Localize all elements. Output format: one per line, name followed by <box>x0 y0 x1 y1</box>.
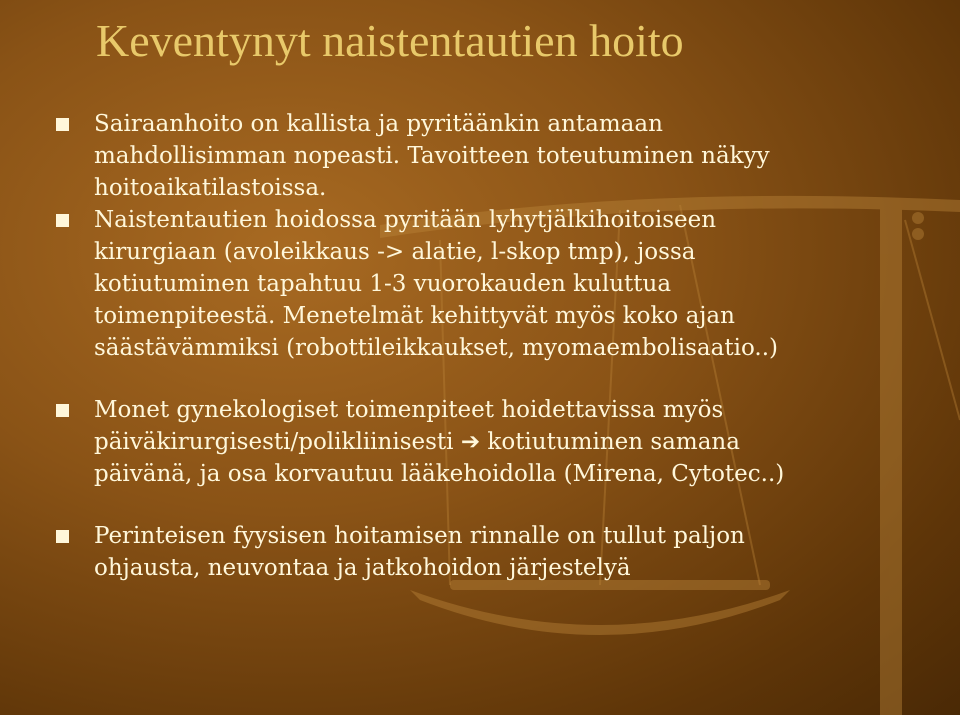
bullet-text-line: hoitoaikatilastoissa. <box>94 175 327 201</box>
bullet-text-line: ohjausta, neuvontaa ja jatkohoidon järjestelyä <box>94 555 631 581</box>
bullet-text-line: säästävämmiksi (robottileikkaukset, myomaembolisaatio..) <box>94 335 778 361</box>
bullet-text-line: päiväkirurgisesti/polikliinisesti ➔ kotiutuminen samana <box>94 429 740 455</box>
bullet-item <box>56 394 856 490</box>
bullet-text-line: mahdollisimman nopeasti. Tavoitteen toteutuminen näkyy <box>94 143 770 169</box>
bullet-text-line: Naistentautien hoidossa pyritään lyhytjälkihoitoiseen <box>94 207 717 233</box>
bullet-text-line: Monet gynekologiset toimenpiteet hoidettavissa myös <box>94 397 724 423</box>
square-bullet-icon <box>56 404 69 417</box>
bullet-item <box>56 108 856 204</box>
bullet-text-line: kirurgiaan (avoleikkaus -> alatie, l-skop tmp), jossa <box>94 239 696 265</box>
bullet-item <box>56 204 856 364</box>
bullet-text-line: kotiutuminen tapahtuu 1-3 vuorokauden kuluttua <box>94 271 672 297</box>
bullet-text-line: Perinteisen fyysisen hoitamisen rinnalle on tullut paljon <box>94 523 745 549</box>
square-bullet-icon <box>56 214 69 227</box>
bullet-list <box>56 108 856 584</box>
bullet-text-line: Sairaanhoito on kallista ja pyritäänkin antamaan <box>94 111 663 137</box>
square-bullet-icon <box>56 118 69 131</box>
bullet-text-line: toimenpiteestä. Menetelmät kehittyvät myös koko ajan <box>94 303 735 329</box>
bullet-text-line: päivänä, ja osa korvautuu lääkehoidolla (Mirena, Cytotec..) <box>94 461 785 487</box>
bullet-item <box>56 520 856 584</box>
slide-title: Keventynyt naistentautien hoito <box>96 15 684 66</box>
square-bullet-icon <box>56 530 69 543</box>
